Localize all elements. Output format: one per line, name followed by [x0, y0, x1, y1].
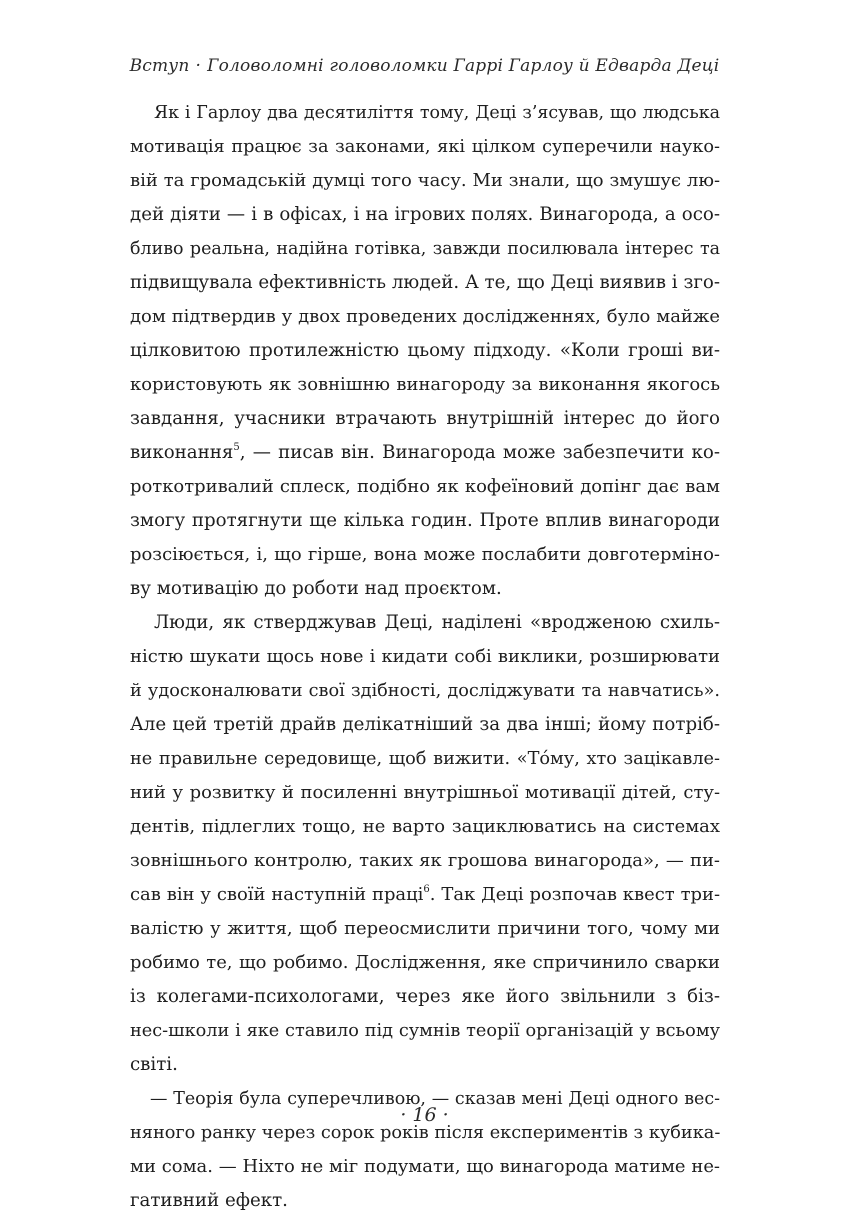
text-line: із колегами-психологами, через яке його звільнили з біз- [130, 986, 720, 1007]
text-fragment: . Так Деці розпочав квест три- [429, 884, 721, 905]
text-line: ністю шукати щось нове і кидати собі виклики, розширювати [130, 646, 720, 667]
text-line: й удосконалювати свої здібності, досліджувати та навчатись». [130, 681, 720, 701]
body-text [130, 96, 720, 1218]
text-line: Але цей третій драйв делікатніший за два інші; йому потріб- [130, 714, 720, 735]
text-line: ний у розвитку й посиленні внутрішньої мотивації дітей, сту- [130, 782, 720, 803]
text-line: завдання, учасники втрачають внутрішній інтерес до його [130, 408, 720, 429]
footnote-marker[interactable]: 5 [233, 442, 240, 453]
text-line: змогу протягнути ще кілька годин. Проте вплив винагороди [130, 510, 720, 531]
running-head [0, 56, 849, 76]
text-line: зовнішнього контролю, таких як грошова винагорода», — пи- [130, 850, 720, 871]
text-line: розсіюється, і, що гірше, вона може послабити довготерміно- [130, 544, 720, 565]
text-line: бливо реальна, надійна готівка, завжди посилювала інтерес та [130, 239, 720, 259]
text-line: валістю у життя, щоб переосмислити причини того, чому ми [130, 918, 720, 939]
text-line: робимо те, що робимо. Дослідження, яке спричинило сварки [130, 952, 720, 973]
text-line: дентів, підлеглих тощо, не варто зациклюватись на системах [130, 816, 720, 837]
text-line: не правильне середовище, щоб вижити. «То́му, хто зацікавле- [130, 749, 720, 769]
text-line: ву мотивацію до роботи над проєктом. [130, 578, 502, 599]
text-fragment: , — писав він. Винагорода може забезпечити ко- [239, 442, 720, 463]
text-fragment: сав він у своїй наступній праці [130, 884, 424, 905]
page-number: · 16 · [400, 1104, 449, 1126]
running-head-section: Вступ [129, 56, 190, 76]
text-line: підвищувала ефективність людей. А те, що Деці виявив і зго- [130, 272, 720, 293]
text-line: цілковитою протилежністю цьому підходу. «Коли гроші ви- [130, 340, 720, 361]
text-line-with-footnote [130, 436, 720, 470]
text-line: Як і Гарлоу два десятиліття тому, Деці з’ясував, що людська [154, 103, 720, 123]
text-line: користовують як зовнішню винагороду за виконання якогось [130, 374, 720, 395]
text-line: роткотривалий сплеск, подібно як кофеїновий допінг дає вам [130, 476, 720, 497]
running-head-separator: · [195, 56, 202, 76]
text-line: світі. [130, 1054, 178, 1075]
text-line: вій та громадській думці того часу. Ми знали, що змушує лю- [130, 170, 720, 191]
text-line: нес-школи і яке ставило під сумнів теорії організацій у всьому [130, 1021, 720, 1041]
text-fragment: виконання [130, 442, 234, 463]
text-line: дей діяти — і в офісах, і на ігрових полях. Винагорода, а осо- [130, 204, 720, 225]
text-line: ми сома. — Ніхто не міг подумати, що винагорода матиме не- [130, 1156, 720, 1177]
text-line: мотивація працює за законами, які цілком суперечили науко- [130, 137, 720, 157]
text-line: — Теорія була суперечливою, — сказав мені Деці одного вес- [150, 1089, 720, 1109]
running-head-title: Головоломні головоломки Гаррі Гарлоу й Едварда Деці [207, 56, 720, 76]
text-line: Люди, як стверджував Деці, наділені «вродженою схиль- [154, 612, 720, 633]
text-line-with-footnote [130, 878, 720, 912]
text-line: гативний ефект. [130, 1190, 288, 1211]
footnote-marker[interactable]: 6 [423, 884, 430, 895]
text-line: няного ранку через сорок років після експериментів з кубика- [130, 1123, 721, 1143]
text-line: дом підтвердив у двох проведених дослідженнях, було майже [130, 306, 720, 327]
